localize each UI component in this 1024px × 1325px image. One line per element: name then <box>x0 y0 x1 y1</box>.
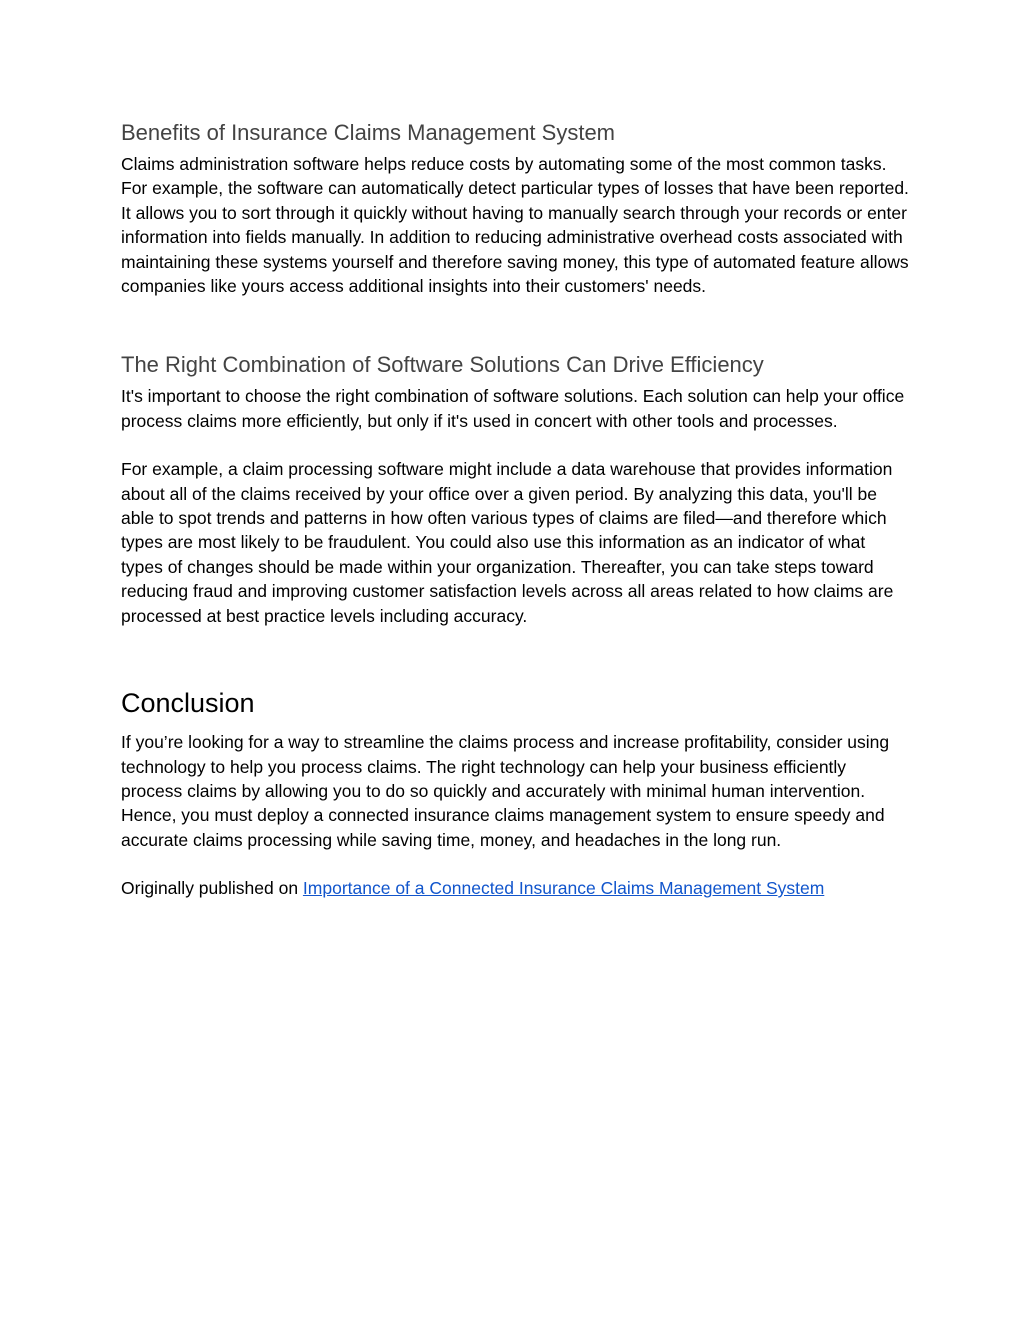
spacer <box>121 433 911 457</box>
conclusion-paragraph: If you’re looking for a way to streamline the claims process and increase profitability, consider using technology to help you process claims. The right technology can help your business efficiently process claims by allowing you to do so quickly and accurately with minimal human intervention. Hence, you must deploy a connected insurance claims management system to ensure speedy and accurate claims processing while saving time, money, and headaches in the long run. <box>121 732 890 850</box>
originally-published-prefix: Originally published on <box>121 878 303 899</box>
benefits-heading: Benefits of Insurance Claims Management System <box>121 120 616 145</box>
software-combination-paragraph-1: It's important to choose the right combination of software solutions. Each solution can help your office process claims more efficiently, but only if it's used in concert with other tools and processes. <box>121 386 905 431</box>
software-combination-paragraph-2: For example, a claim processing software might include a data warehouse that provides information about all of the claims received by your office over a given period. By analyzing this data, you'll be able to spot trends and patterns in how often various types of claims are filed—and therefore which types are most likely to be fraudulent. You could also use this information as an indicator of what types of changes should be made within your organization. Thereafter, you can take steps toward reducing fraud and improving customer satisfaction levels across all areas related to how claims are processed at best practice levels including accuracy. <box>121 459 894 626</box>
spacer <box>121 852 911 876</box>
software-combination-heading: The Right Combination of Software Solutions Can Drive Efficiency <box>121 352 764 378</box>
conclusion-heading: Conclusion <box>121 688 255 719</box>
original-article-link[interactable]: Importance of a Connected Insurance Claims Management System <box>302 878 825 899</box>
document-page <box>121 118 911 901</box>
spacer <box>121 298 911 350</box>
spacer <box>121 628 911 686</box>
benefits-paragraph: Claims administration software helps reduce costs by automating some of the most common tasks. For example, the software can automatically detect particular types of losses that have been reported. It allows you to sort through it quickly without having to manually search through your records or enter information into fields manually. In addition to reducing administrative overhead costs associated with maintaining these systems yourself and therefore saving money, this type of automated feature allows companies like yours access additional insights into their customers' needs. <box>121 154 909 297</box>
originally-published-line <box>121 876 911 900</box>
